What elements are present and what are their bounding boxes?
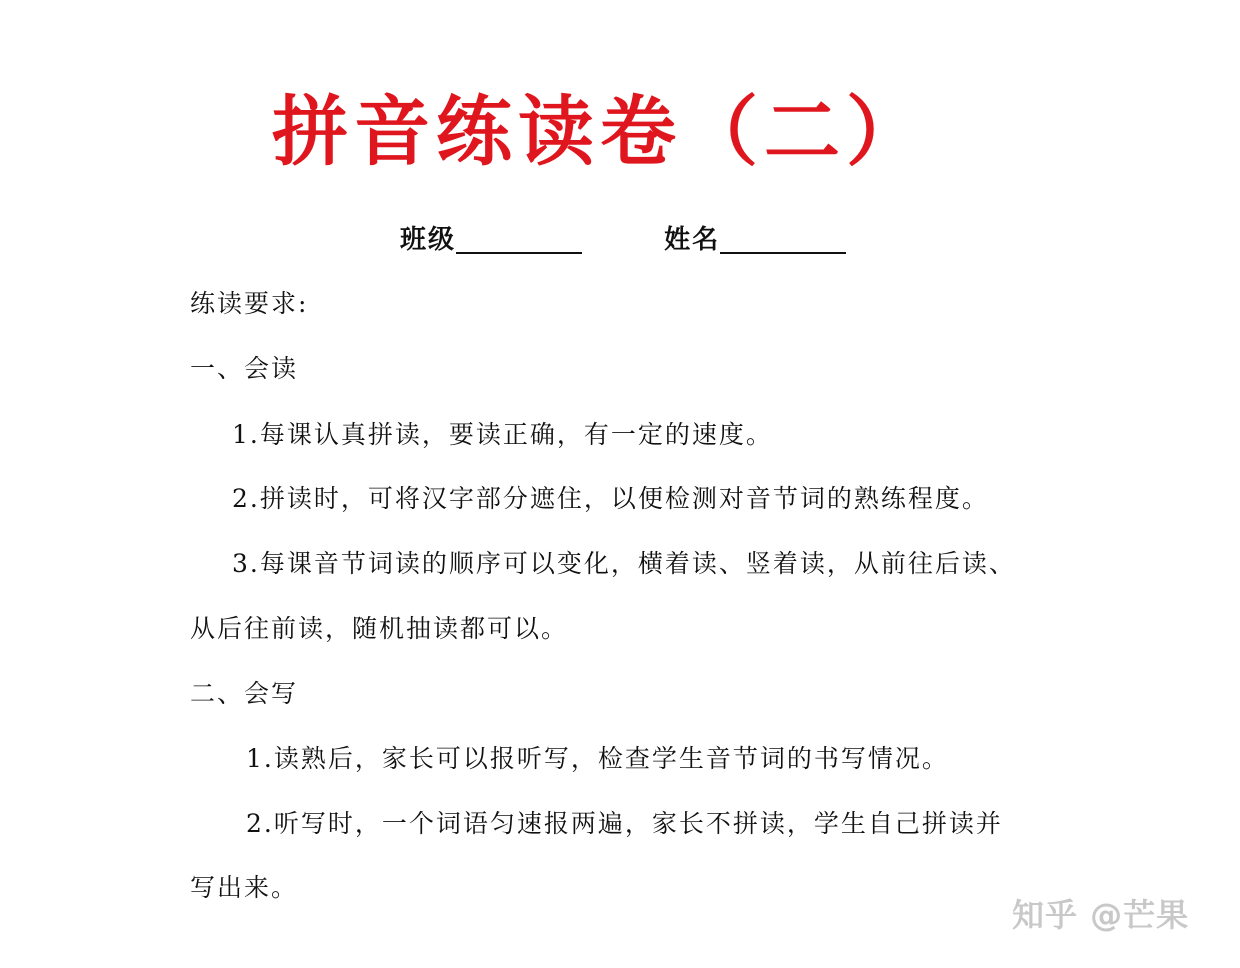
section-2-heading: 二、会写 [190,679,299,708]
watermark: 知乎 @芒果 [1012,896,1190,934]
section-2-item: 2.听写时，一个词语匀速报两遍，家长不拼读，学生自己拼读并 [246,809,1003,838]
class-field [400,218,582,262]
name-blank-line [720,218,846,254]
section-2-item-continued: 写出来。 [190,873,299,902]
section-1-item: 1.每课认真拼读，要读正确，有一定的速度。 [232,420,773,449]
section-1-item: 2.拼读时，可将汉字部分遮住，以便检测对音节词的熟练程度。 [232,484,989,513]
section-2-item: 1.读熟后，家长可以报听写，检查学生音节词的书写情况。 [246,744,949,773]
section-1-item-continued: 从后往前读，随机抽读都可以。 [190,614,569,643]
class-blank-line [456,218,582,254]
class-label: 班级 [400,225,457,255]
page-title: 拼音练读卷（二） [272,87,928,176]
name-field [664,218,846,262]
requirements-heading: 练读要求: [190,289,309,318]
class-name-fields [400,218,846,262]
section-1-heading: 一、会读 [190,354,299,383]
section-1-item: 3.每课音节词读的顺序可以变化，横着读、竖着读，从前往后读、 [232,549,1016,578]
name-label: 姓名 [664,225,721,255]
